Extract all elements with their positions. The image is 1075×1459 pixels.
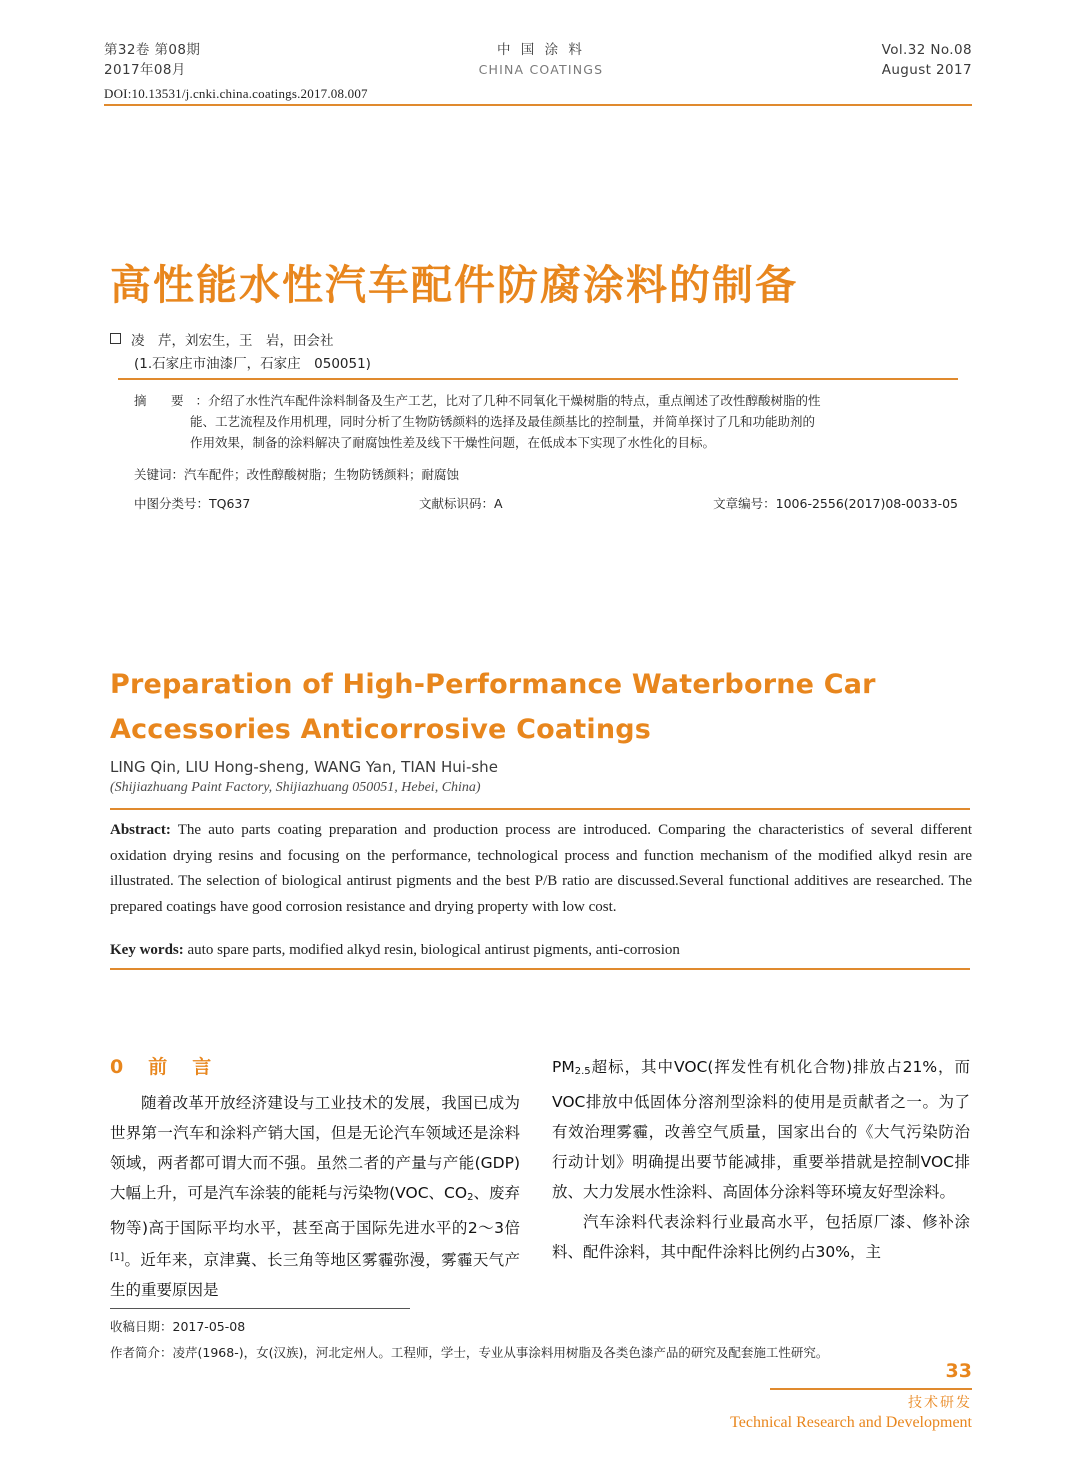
author-divider: [118, 378, 958, 380]
body-p1-part-c: 。近年来，京津冀、长三角等地区雾霾弥漫，雾霾天气产生的重要原因是: [110, 1251, 520, 1299]
body-p1-part-b: 、废弃物等)高于国际平均水平，甚至高于国际先进水平的2～3倍: [110, 1184, 520, 1237]
body-p2-part-a: PM: [552, 1058, 575, 1076]
affiliation-en: (Shijiazhuang Paint Factory, Shijiazhuang 050051, Hebei, China): [110, 780, 481, 795]
header-journal-name: [479, 40, 604, 80]
abstract-cn-text1: 介绍了水性汽车配件涂料制备及生产工艺，比对了几种不同氧化干燥树脂的特点，重点阐述了改性醇酸树脂的性: [208, 393, 821, 408]
abstract-cn-line3: 作用效果，制备的涂料解决了耐腐蚀性差及线下干燥性问题，在低成本下实现了水性化的目标。: [190, 435, 716, 450]
header-journal-name-cn: 中 国 涂 料: [497, 42, 585, 58]
body-p2-part-b: 超标，其中VOC(挥发性有机化合物)排放占21%，而VOC排放中低固体分溶剂型涂料的使用是贡献者之一。为了有效治理雾霾，改善空气质量，国家出台的《大气污染防治行动计划》明确提出要节能减排，重要举措就是控制VOC排放、大力发展水性涂料、高固体分涂料等环境友好型涂料。: [552, 1058, 970, 1201]
doi-text: DOI:10.13531/j.cnki.china.coatings.2017.08.007: [104, 86, 368, 101]
title-en: [110, 662, 910, 752]
document-code: 文献标识码：A: [419, 496, 503, 511]
body-p1-sub: 2: [467, 1192, 474, 1203]
title-en-line1: Preparation of High-Performance Waterborne Car: [110, 669, 876, 700]
page-header: [104, 40, 972, 80]
keywords-en-text: auto spare parts, modified alkyd resin, biological antirust pigments, anti-corrosion: [183, 942, 680, 958]
abstract-cn: [134, 390, 958, 453]
article-id: 文章编号：1006-2556(2017)08-0033-05: [713, 496, 958, 511]
abstract-cn-line1: 摘 要 ：介绍了水性汽车配件涂料制备及生产工艺，比对了几种不同氧化干燥树脂的特点，重点阐述了改性醇酸树脂的性: [134, 393, 821, 408]
section-heading-0: 0 前 言: [110, 1056, 215, 1078]
footer-divider: [770, 1388, 972, 1390]
footnote-received-date: 收稿日期：2017-05-08: [110, 1319, 246, 1334]
classification-row: [134, 494, 958, 512]
body-column-right: [552, 1052, 970, 1267]
footer-section-en: Technical Research and Development: [730, 1414, 972, 1431]
keywords-cn: 关键词：汽车配件；改性醇酸树脂；生物防锈颜料；耐腐蚀: [134, 467, 460, 482]
body-p2-sub: 2.5: [574, 1066, 591, 1077]
affiliation-cn: (1.石家庄市油漆厂，石家庄 050051): [134, 356, 371, 372]
authors-en: LING Qin, LIU Hong-sheng, WANG Yan, TIAN Hui-she: [110, 758, 498, 776]
title-cn: 高性能水性汽车配件防腐涂料的制备: [110, 261, 798, 309]
header-volume-line-en: Vol.32 No.08: [881, 42, 972, 58]
body-p1-ref: [1]: [110, 1252, 125, 1263]
abstract-en-divider-top: [110, 808, 970, 810]
authors-cn: [110, 330, 970, 352]
authors-cn-text: 凌 芹，刘宏生，王 岩，田会社: [131, 333, 334, 349]
header-volume-issue: [104, 40, 200, 80]
header-divider: [104, 104, 972, 106]
title-en-line2: Accessories Anticorrosive Coatings: [110, 714, 652, 745]
abstract-en-label: Abstract:: [110, 822, 171, 838]
keywords-en-label: Key words:: [110, 942, 184, 958]
abstract-en-divider-bottom: [110, 968, 970, 970]
header-date-line: 2017年08月: [104, 62, 186, 78]
keywords-en: [110, 942, 972, 959]
abstract-en-text: The auto parts coating preparation and production process are introduced. Comparing the characteristics of several different oxidation drying resins and focusing on the performance, technological process and function mechanism of the modified alkyd resin are illustrated. The selection of biological antirust pigments and the best P/B ratio are discussed.Several functional additives are researched. The prepared coatings have good corrosion resistance and drying property with low cost.: [110, 822, 972, 915]
footnote-author-bio: 作者简介：凌芹(1968-)，女(汉族)，河北定州人。工程师，学士，专业从事涂料用树脂及各类色漆产品的研究及配套施工性研究。: [110, 1345, 829, 1360]
body-column-left: [110, 1088, 520, 1305]
abstract-cn-line2: 能、工艺流程及作用机理，同时分析了生物防锈颜料的选择及最佳颜基比的控制量，并简单探讨了几和功能助剂的: [190, 414, 816, 429]
footnotes: [110, 1314, 972, 1366]
header-volume-issue-en: [882, 40, 972, 80]
body-paragraph-2: [552, 1052, 970, 1207]
header-date-line-en: August 2017: [881, 62, 972, 78]
square-bullet-icon: [110, 333, 121, 344]
footer-section-cn: 技术研发: [908, 1395, 972, 1411]
clc-number: 中图分类号：TQ637: [134, 496, 251, 511]
footnote-divider: [110, 1308, 410, 1309]
header-journal-name-en: CHINA COATINGS: [478, 62, 604, 77]
header-volume-line: 第32卷 第08期: [104, 42, 201, 58]
body-p1-part-a: 随着改革开放经济建设与工业技术的发展，我国已成为世界第一汽车和涂料产销大国，但是无论汽车领域还是涂料领域，两者都可谓大而不强。虽然二者的产量与产能(GDP)大幅上升，可是汽车涂装的能耗与污染物(VOC、CO: [110, 1094, 520, 1202]
abstract-cn-label: 摘 要: [134, 393, 190, 408]
body-paragraph-1: [110, 1088, 520, 1305]
body-paragraph-3: 汽车涂料代表涂料行业最高水平，包括原厂漆、修补涂料、配件涂料，其中配件涂料比例约占30%，主: [552, 1213, 970, 1261]
page-number: 33: [945, 1360, 972, 1382]
abstract-en: [110, 818, 972, 920]
